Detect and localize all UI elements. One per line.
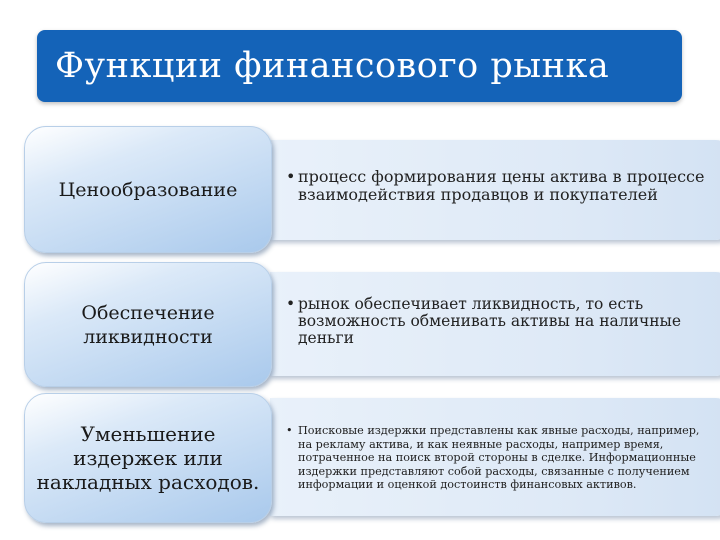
function-name-box bbox=[24, 262, 272, 387]
function-name: Уменьшение издержек или накладных расходов. bbox=[36, 422, 260, 494]
function-name: Обеспечение ликвидности bbox=[81, 301, 215, 348]
function-name-box bbox=[24, 126, 272, 253]
function-description-box bbox=[270, 398, 720, 516]
function-description-box bbox=[270, 272, 720, 376]
function-description: • рынок обеспечивает ликвидность, то есть возможность обменивать активы на наличные деньги bbox=[286, 296, 716, 347]
function-description: • процесс формирования цены актива в процессе взаимодействия продавцов и покупателей bbox=[286, 168, 716, 204]
page-title: Функции финансового рынка bbox=[55, 46, 610, 86]
function-description-box bbox=[270, 140, 720, 240]
function-name-box bbox=[24, 393, 272, 523]
function-name: Ценообразование bbox=[58, 178, 238, 201]
title-banner bbox=[37, 30, 682, 102]
function-description: • Поисковые издержки представлены как явные расходы, например, на рекламу актива, и как неявные расходы, например время, потраченное на поиск второй стороны в сделке. Информационные издержки представляют собой расходы, связанные с получением информации и оценкой достоинств финансовых активов. bbox=[286, 424, 716, 492]
